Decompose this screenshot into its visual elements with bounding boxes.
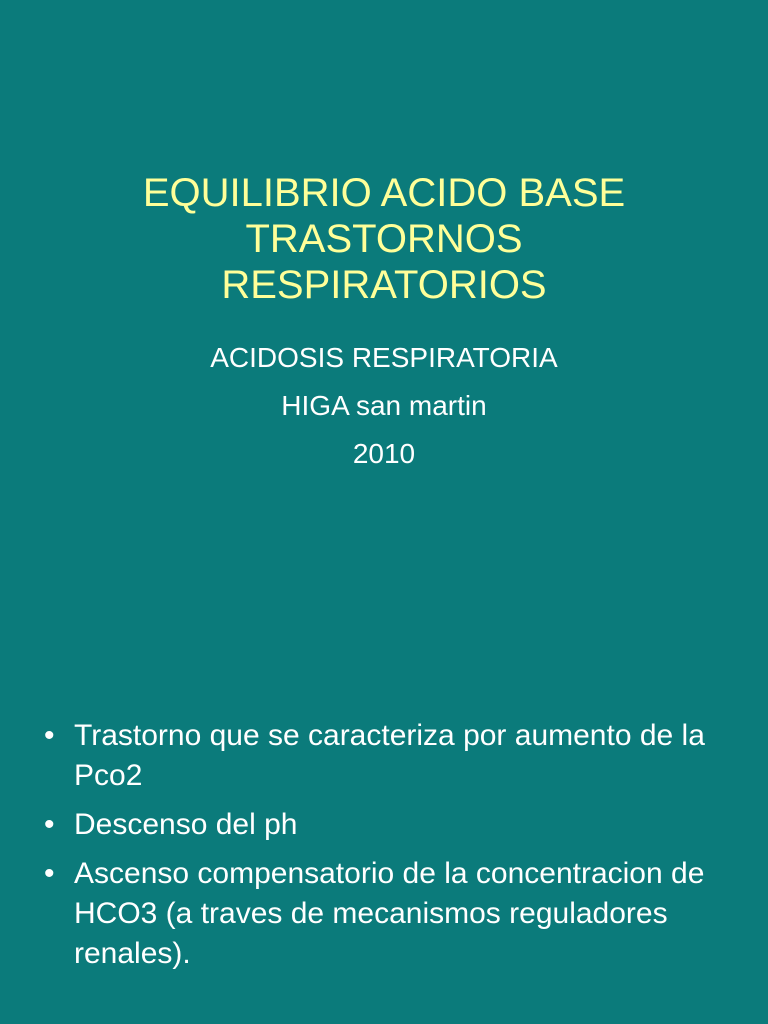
slide-subtitle — [40, 334, 728, 478]
title-line-2: TRASTORNOS — [245, 217, 523, 261]
bullet-dot-icon: • — [44, 808, 55, 841]
subtitle-line-2: HIGA san martin — [281, 390, 487, 421]
slide-title — [40, 170, 728, 308]
title-line-3: RESPIRATORIOS — [221, 263, 547, 307]
bullet-dot-icon: • — [44, 857, 55, 890]
bullet-text: Trastorno que se caracteriza por aumento de la Pco2 — [74, 719, 705, 792]
slide-2 — [0, 700, 768, 1024]
bullet-list — [40, 716, 730, 983]
bullet-text: Descenso del ph — [74, 808, 298, 841]
bullet-text: Ascenso compensatorio de la concentracion de HCO3 (a traves de mecanismos reguladores renales). — [74, 857, 705, 970]
bullet-dot-icon: • — [44, 719, 55, 752]
bullet-item — [40, 805, 730, 845]
bullet-item — [40, 716, 730, 796]
subtitle-line-1: ACIDOSIS RESPIRATORIA — [210, 342, 558, 373]
subtitle-line-3: 2010 — [352, 438, 416, 469]
bullet-item — [40, 854, 730, 974]
title-line-1: EQUILIBRIO ACIDO BASE — [142, 171, 626, 215]
